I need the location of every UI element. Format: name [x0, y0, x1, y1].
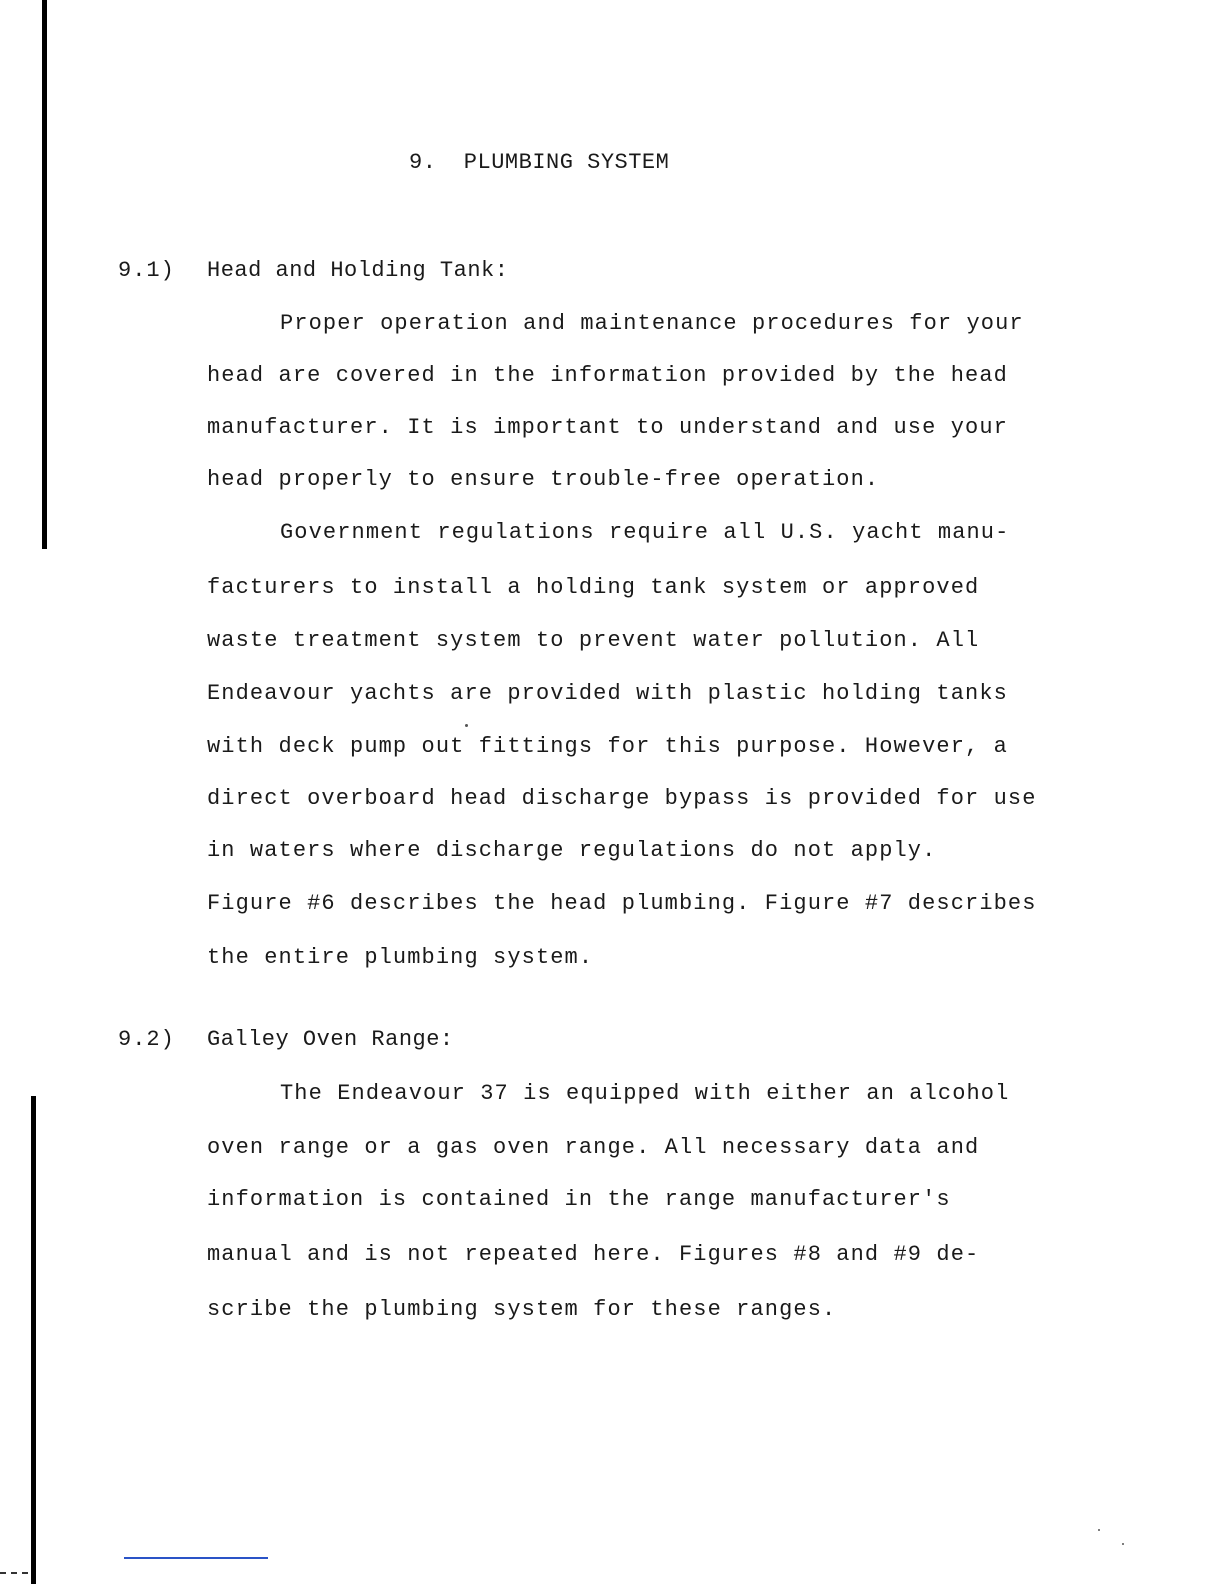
blue-underline-mark — [124, 1557, 268, 1559]
paragraph-line: in waters where discharge regulations do not apply. — [207, 838, 937, 863]
paragraph-line: direct overboard head discharge bypass is provided for use — [207, 786, 1037, 811]
paragraph-line: facturers to install a holding tank system or approved — [207, 575, 980, 600]
section-number: 9.1) — [118, 258, 175, 283]
paragraph-line: information is contained in the range manufacturer's — [207, 1187, 951, 1212]
paragraph-line: Figure #6 describes the head plumbing. Figure #7 describes — [207, 891, 1037, 916]
paragraph-line: the entire plumbing system. — [207, 945, 594, 970]
scan-tick-marks — [0, 1572, 28, 1576]
paragraph-line: The Endeavour 37 is equipped with either an alcohol — [280, 1081, 1010, 1106]
paragraph-line: Proper operation and maintenance procedures for your — [280, 311, 1024, 336]
paragraph-line: head are covered in the information provided by the head — [207, 363, 1008, 388]
section-heading: Head and Holding Tank: — [207, 258, 509, 283]
paragraph-line: with deck pump out fittings for this purpose. However, a — [207, 734, 1008, 759]
page-title: 9. PLUMBING SYSTEM — [409, 150, 670, 175]
left-margin-bar-top — [42, 0, 47, 549]
paragraph-line: manual and is not repeated here. Figures #8 and #9 de- — [207, 1242, 980, 1267]
left-margin-bar-bottom — [31, 1096, 36, 1584]
paragraph-line: oven range or a gas oven range. All necessary data and — [207, 1135, 980, 1160]
paragraph-line: waste treatment system to prevent water pollution. All — [207, 628, 980, 653]
section-heading: Galley Oven Range: — [207, 1027, 454, 1052]
scan-speck — [1098, 1529, 1100, 1531]
paragraph-line: manufacturer. It is important to understand and use your — [207, 415, 1008, 440]
paragraph-line: head properly to ensure trouble-free operation. — [207, 467, 880, 492]
scan-speck — [465, 724, 468, 727]
paragraph-line: Government regulations require all U.S. yacht manu- — [280, 520, 1010, 545]
section-number: 9.2) — [118, 1027, 175, 1052]
scan-speck — [1122, 1543, 1124, 1545]
paragraph-line: scribe the plumbing system for these ranges. — [207, 1297, 837, 1322]
paragraph-line: Endeavour yachts are provided with plastic holding tanks — [207, 681, 1008, 706]
